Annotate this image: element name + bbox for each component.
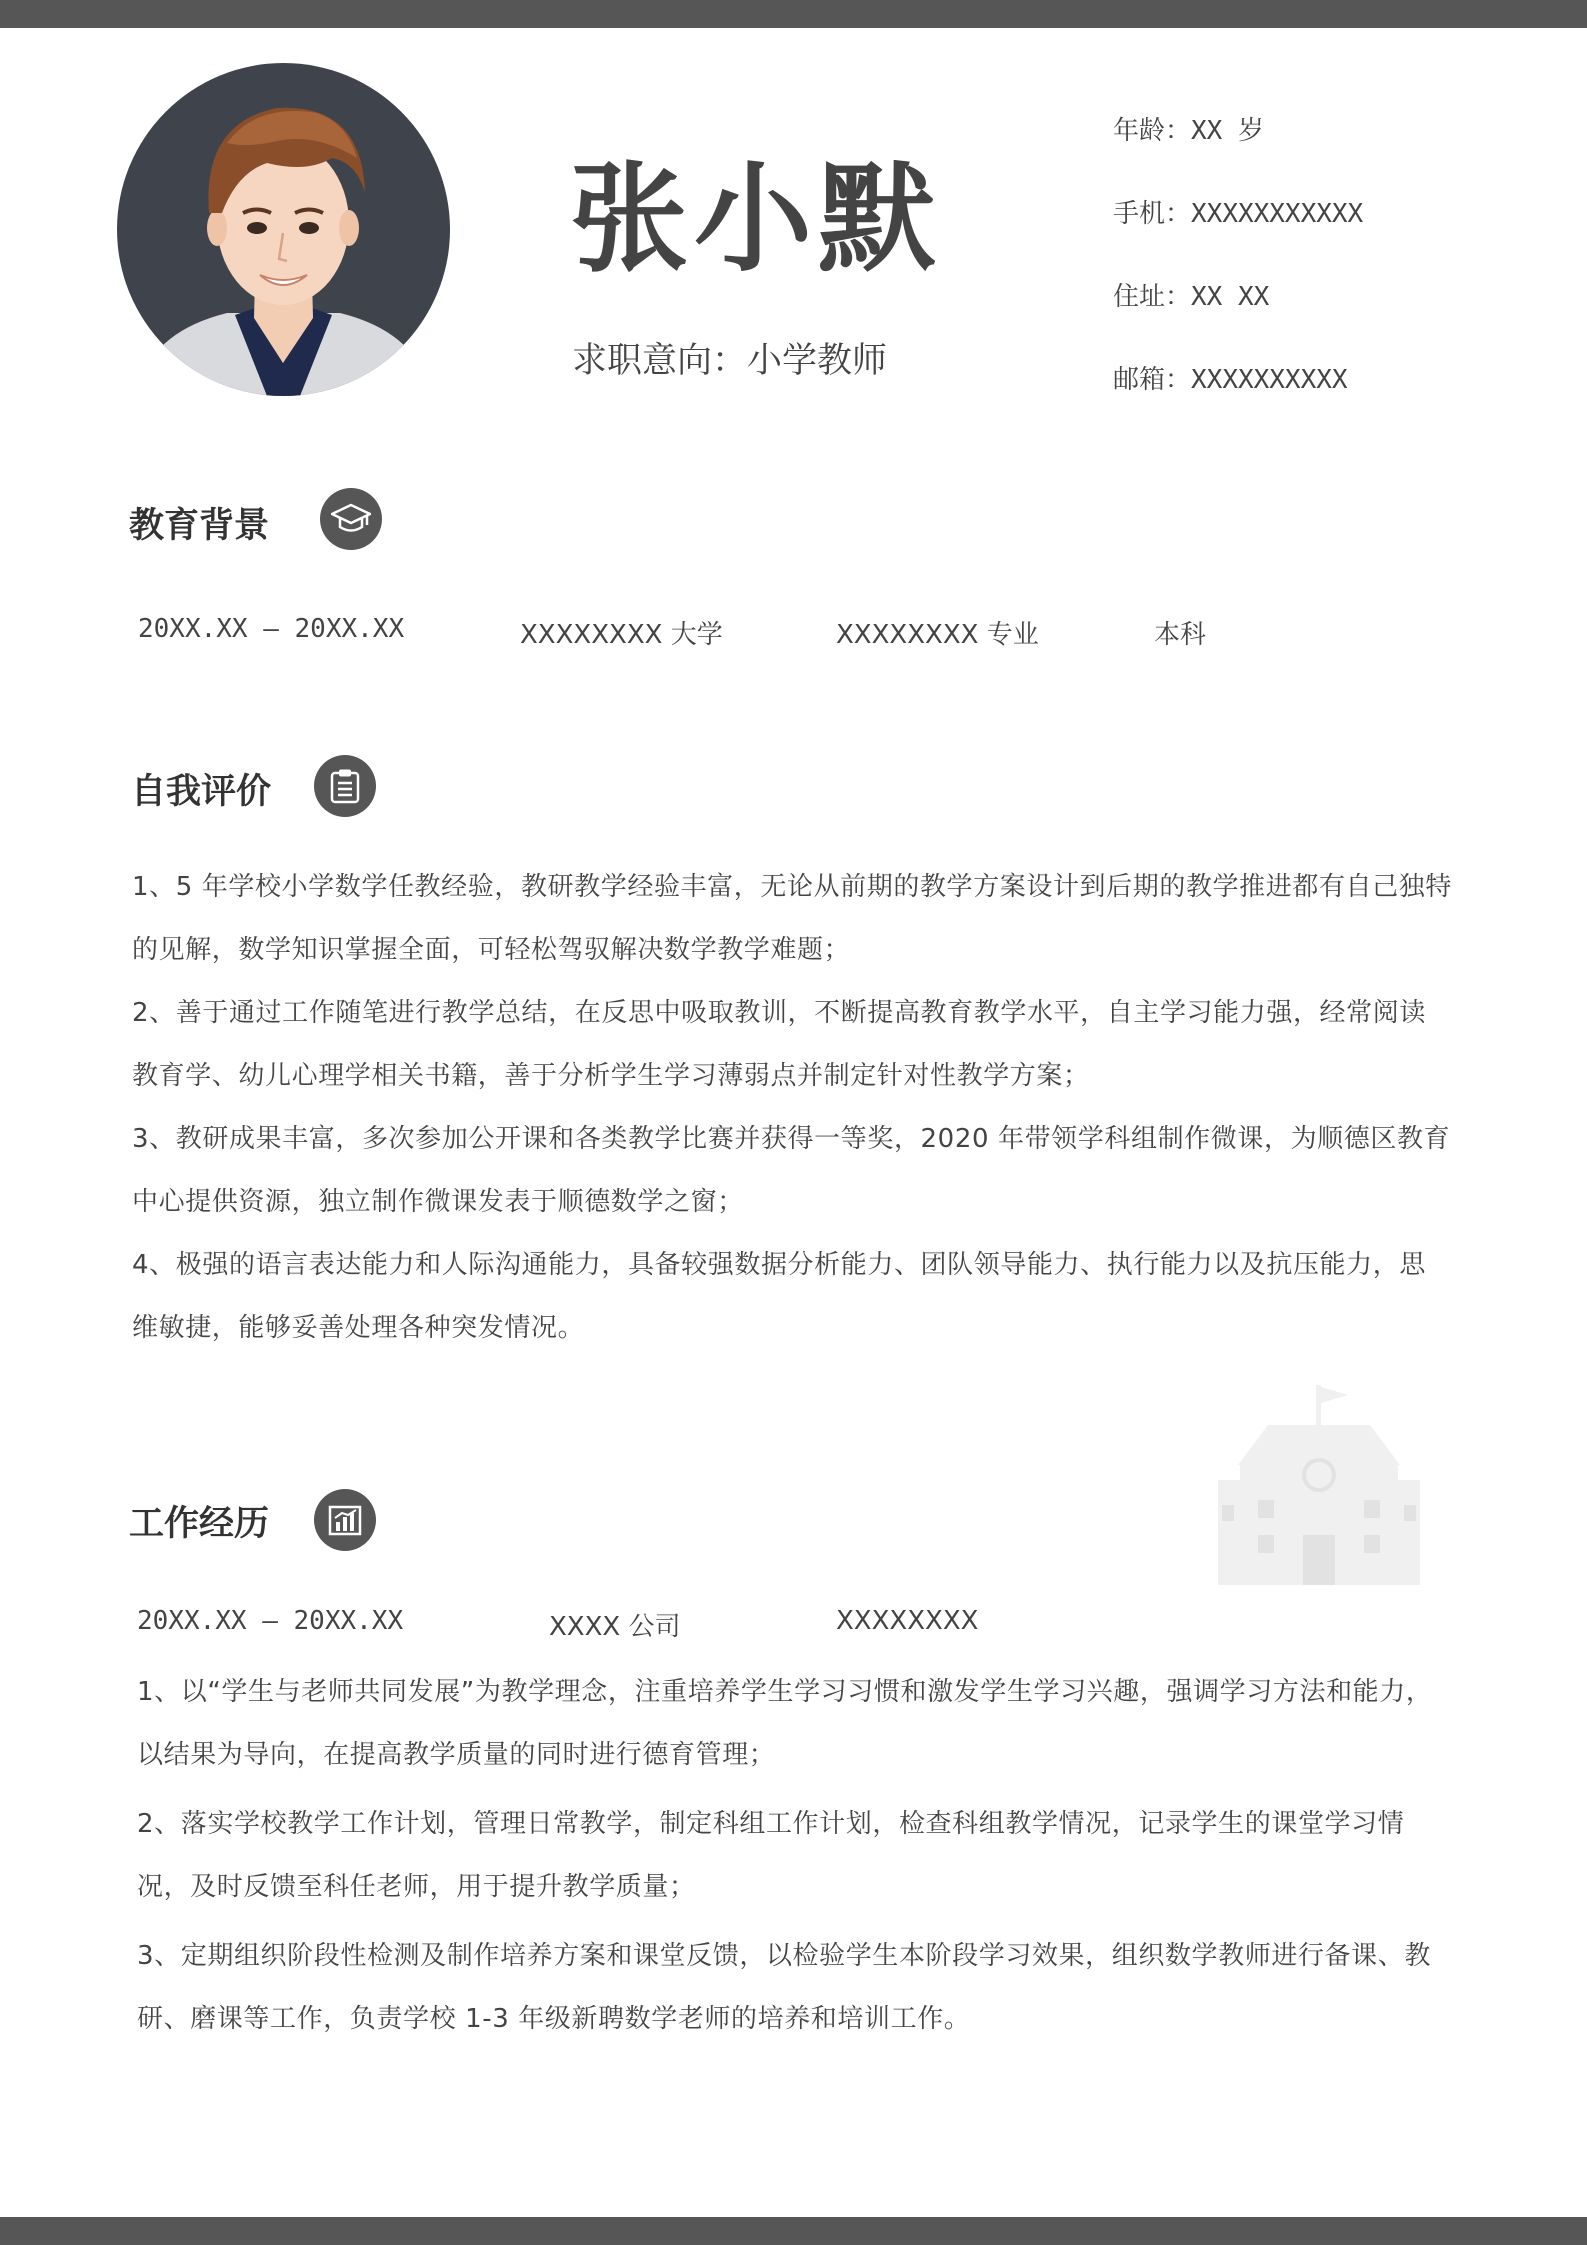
contact-age-value: XX 岁 [1191, 116, 1264, 146]
work-item-3: 3、定期组织阶段性检测及制作培养方案和课堂反馈，以检验学生本阶段学习效果，组织数学教师进行备课、教研、磨课等工作，负责学校 1-3 年级新聘数学老师的培养和培训工作。 [137, 1941, 1431, 2034]
contact-email-value: XXXXXXXXXX [1191, 365, 1348, 395]
contact-address-value: XX XX [1191, 282, 1270, 312]
self-eval-item-3: 3、教研成果丰富，多次参加公开课和各类教学比赛并获得一等奖，2020 年带领学科组制作微课，为顺德区教育中心提供资源，独立制作微课发表于顺德数学之窗； [132, 1124, 1451, 1217]
self-eval-title: 自我评价 [131, 772, 272, 812]
avatar [117, 63, 450, 396]
education-period: 20XX.XX – 20XX.XX [138, 614, 405, 644]
work-item-1: 1、以“学生与老师共同发展”为教学理念，注重培养学生学习习惯和激发学生学习兴趣，强调学习方法和能力，以结果为导向，在提高教学质量的同时进行德育管理； [137, 1677, 1433, 1770]
clipboard-icon [314, 755, 376, 817]
work-company: XXXX 公司 [549, 1612, 681, 1642]
contact-phone-label: 手机： [1113, 199, 1192, 229]
graduation-cap-icon [320, 488, 382, 550]
education-major: XXXXXXXX 专业 [836, 620, 1039, 650]
education-school: XXXXXXXX 大学 [520, 620, 723, 650]
contact-age [1113, 110, 1264, 147]
job-intent-label: 求职意向： [572, 341, 748, 381]
education-title: 教育背景 [129, 506, 270, 546]
bottom-bar [0, 2217, 1587, 2245]
bar-chart-icon [314, 1489, 376, 1551]
job-intent-value: 小学教师 [747, 341, 888, 381]
contact-address-label: 住址： [1113, 282, 1192, 312]
contact-email [1113, 359, 1348, 396]
contact-age-label: 年龄： [1113, 116, 1192, 146]
contact-phone-value: XXXXXXXXXXX [1191, 199, 1364, 229]
self-eval-item-4: 4、极强的语言表达能力和人际沟通能力，具备较强数据分析能力、团队领导能力、执行能力以及抗压能力，思维敏捷，能够妥善处理各种突发情况。 [132, 1250, 1426, 1343]
top-bar [0, 0, 1587, 28]
self-eval-item-1: 1、5 年学校小学数学任教经验，教研教学经验丰富，无论从前期的教学方案设计到后期的教学推进都有自己独特的见解，数学知识掌握全面，可轻松驾驭解决数学教学难题； [132, 872, 1452, 965]
education-degree: 本科 [1154, 620, 1207, 650]
contact-phone [1113, 193, 1363, 230]
work-title: 工作经历 [129, 1504, 270, 1544]
job-intent [572, 333, 887, 383]
school-building-icon [1218, 1385, 1420, 1589]
self-eval-item-2: 2、善于通过工作随笔进行教学总结，在反思中吸取教训，不断提高教育教学水平，自主学习能力强，经常阅读教育学、幼儿心理学相关书籍，善于分析学生学习薄弱点并制定针对性教学方案； [132, 998, 1426, 1091]
contact-address [1113, 276, 1269, 313]
work-period: 20XX.XX – 20XX.XX [137, 1606, 404, 1636]
work-item-2: 2、落实学校教学工作计划，管理日常教学，制定科组工作计划，检查科组教学情况，记录学生的课堂学习情况，及时反馈至科任老师，用于提升教学质量； [137, 1809, 1405, 1902]
work-position: XXXXXXXX [836, 1606, 979, 1636]
contact-email-label: 邮箱： [1113, 365, 1192, 395]
candidate-name: 张小默 [570, 150, 943, 288]
